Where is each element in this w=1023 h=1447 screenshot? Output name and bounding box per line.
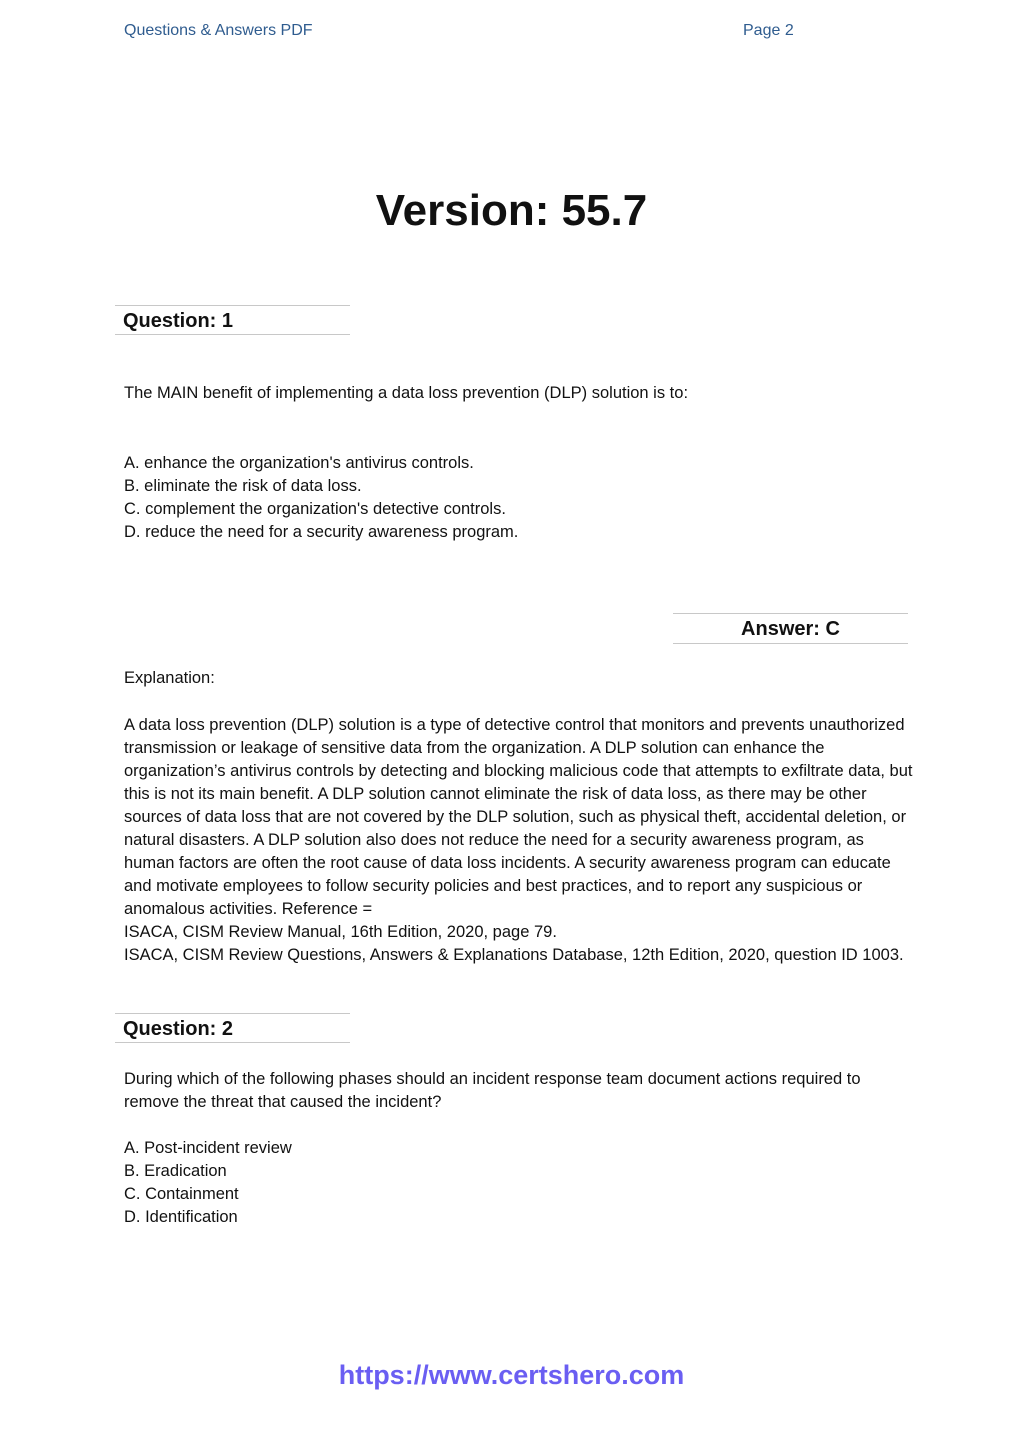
question-1-heading — [115, 305, 350, 335]
header-title: Questions & Answers PDF — [124, 22, 313, 39]
explanation-label: Explanation: — [124, 669, 215, 687]
question-2-option-b: B. Eradication — [124, 1162, 227, 1180]
question-1-option-d: D. reduce the need for a security awareness program. — [124, 523, 519, 541]
question-2-options — [124, 1137, 914, 1229]
explanation-body — [124, 714, 914, 967]
question-1-options — [124, 452, 914, 544]
question-1-option-c: C. complement the organization's detective controls. — [124, 500, 506, 518]
question-2-option-c: C. Containment — [124, 1185, 239, 1203]
version-title: Version: 55.7 — [375, 186, 648, 235]
question-1-option-a: A. enhance the organization's antivirus controls. — [124, 454, 474, 472]
question-2-option-a: A. Post-incident review — [124, 1139, 292, 1157]
question-2-label: Question: 2 — [123, 1018, 234, 1040]
explanation-text: A data loss prevention (DLP) solution is a type of detective control that monitors and prevents unauthorized transmission or leakage of sensitive data from the organization. A DLP solution can enhance the organization’s antivirus controls by detecting and blocking malicious code that attempts to exfiltrate data, but this is not its main benefit. A DLP solution cannot eliminate the risk of data loss, as there may be other sources of data loss that are not covered by the DLP solution, such as physical theft, accidental deletion, or natural disasters. A DLP solution also does not reduce the need for a security awareness program, as human factors are often the root cause of data loss incidents. A security awareness program can educate and motivate employees to follow security policies and best practices, and to report any suspicious or anomalous activities. Reference = — [124, 716, 913, 918]
question-2-text: During which of the following phases should an incident response team document actions required to remove the threat that caused the incident? — [124, 1070, 861, 1111]
reference-2: ISACA, CISM Review Questions, Answers & Explanations Database, 12th Edition, 2020, question ID 1003. — [124, 946, 904, 964]
question-2-heading — [115, 1013, 350, 1043]
question-1-option-b: B. eliminate the risk of data loss. — [124, 477, 362, 495]
footer-link[interactable]: https://www.certshero.com — [338, 1360, 685, 1390]
question-2-option-d: D. Identification — [124, 1208, 238, 1226]
question-1-answer: Answer: C — [741, 618, 840, 640]
question-1-answer-box — [673, 613, 908, 644]
question-1-label: Question: 1 — [123, 310, 234, 332]
page-number: Page 2 — [743, 22, 794, 39]
reference-1: ISACA, CISM Review Manual, 16th Edition, 2020, page 79. — [124, 923, 557, 941]
question-1-text: The MAIN benefit of implementing a data loss prevention (DLP) solution is to: — [124, 384, 689, 402]
